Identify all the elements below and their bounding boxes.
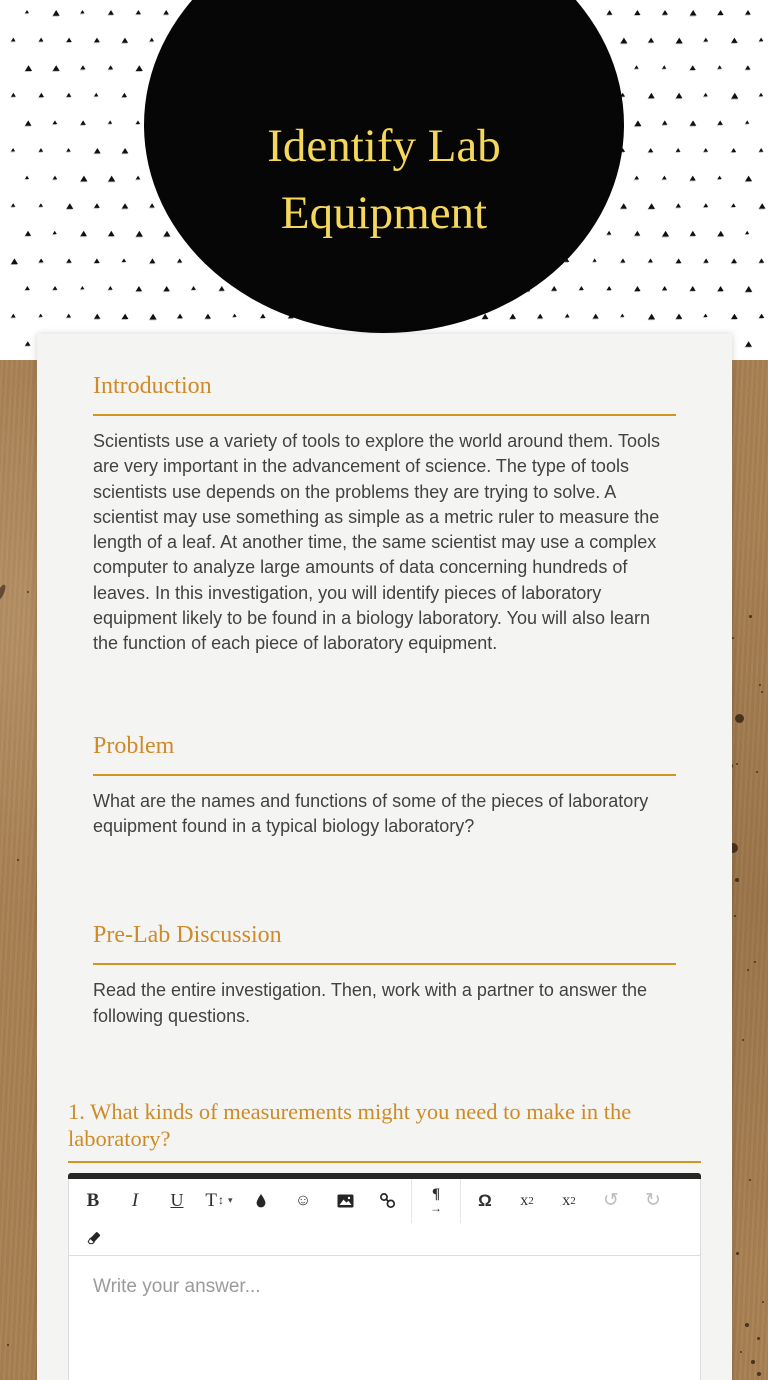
undo-button[interactable]: ↺ xyxy=(603,1190,619,1212)
superscript-mark: 2 xyxy=(570,1194,576,1207)
answer-input[interactable] xyxy=(68,1256,701,1380)
pilcrow-icon: ¶ xyxy=(431,1186,441,1203)
section-heading: Introduction xyxy=(93,373,212,399)
subscript-mark: 2 xyxy=(528,1194,534,1207)
section-body: Scientists use a variety of tools to explore the world around them. Tools are very important in the advancement of science. The type of tools scientists use depends on the problems they are trying to solve. A scientist may use something as simple as a metric ruler to measure the length of a leaf. At another time, the same scientist may use a complex computer to analyze large amounts of data concerning hundreds of leaves. In this investigation, you will identify pieces of laboratory equipment likely to be found in a biology laboratory. You will also learn the function of each piece of laboratory equipment. xyxy=(93,431,660,654)
droplet-icon xyxy=(255,1193,267,1208)
section-prelab-discussion xyxy=(93,921,676,1029)
heading-rule xyxy=(93,963,676,965)
insert-link-button[interactable] xyxy=(369,1185,405,1217)
superscript-button[interactable] xyxy=(551,1185,587,1217)
question-1-label: 1. What kinds of measurements might you need to make in the laboratory? xyxy=(68,1098,632,1151)
eraser-icon xyxy=(85,1230,102,1246)
insert-image-button[interactable] xyxy=(327,1185,363,1217)
text-color-button[interactable] xyxy=(243,1185,279,1217)
section-body: Read the entire investigation. Then, work with a partner to answer the following questions. xyxy=(93,980,647,1026)
section-heading: Problem xyxy=(93,732,175,759)
question-rule xyxy=(68,1161,701,1163)
font-size-button[interactable] xyxy=(201,1185,237,1217)
answer-placeholder: Write your answer... xyxy=(93,1275,261,1297)
worksheet-card xyxy=(37,334,732,1380)
underline-button[interactable]: U xyxy=(170,1190,184,1211)
subscript-base: x xyxy=(520,1191,529,1209)
clear-formatting-button[interactable] xyxy=(75,1222,111,1254)
section-heading: Pre-Lab Discussion xyxy=(93,922,282,949)
image-icon xyxy=(337,1194,354,1208)
italic-button[interactable]: I xyxy=(131,1189,139,1211)
subscript-button[interactable] xyxy=(509,1185,545,1217)
heading-rule xyxy=(93,414,676,416)
right-arrow-icon: → xyxy=(430,1201,442,1216)
chevron-down-icon: ▾ xyxy=(228,1195,233,1206)
resize-arrow-icon: ↕ xyxy=(218,1193,225,1208)
redo-button[interactable]: ↻ xyxy=(645,1190,661,1212)
section-introduction xyxy=(93,372,676,657)
question-1-block xyxy=(68,1098,701,1380)
ink-mark xyxy=(0,584,7,602)
link-icon xyxy=(379,1192,396,1209)
paragraph-group xyxy=(411,1179,461,1223)
special-characters-button[interactable]: Ω xyxy=(478,1190,492,1210)
superscript-base: x xyxy=(562,1191,571,1209)
paragraph-direction-button[interactable] xyxy=(418,1185,454,1217)
emoji-button[interactable]: ☺ xyxy=(294,1191,312,1209)
bold-button[interactable]: B xyxy=(86,1189,100,1211)
font-size-glyph: T xyxy=(205,1189,218,1211)
section-body: What are the names and functions of some of the pieces of laboratory equipment found in a typical biology laboratory? xyxy=(93,790,649,836)
heading-rule xyxy=(93,774,676,776)
answer-editor xyxy=(68,1173,701,1380)
section-problem xyxy=(93,732,676,840)
page-title: Identify Lab Equipment xyxy=(267,120,501,239)
editor-toolbar xyxy=(68,1179,701,1256)
